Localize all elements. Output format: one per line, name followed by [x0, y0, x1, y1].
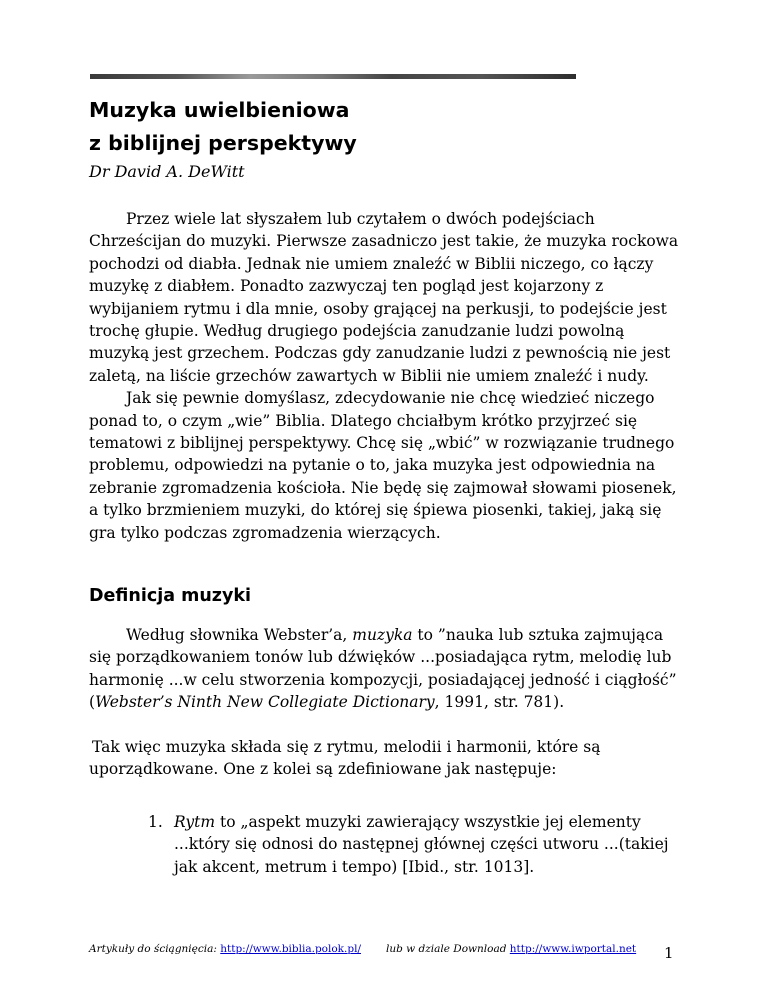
footer-download [386, 943, 636, 955]
definition-paragraph [89, 624, 689, 714]
list-item-number: 1. [148, 813, 163, 831]
footer-articles [89, 943, 361, 955]
author-name: Dr David A. DeWitt [89, 162, 245, 181]
definition-text [89, 624, 689, 714]
definition-quote: to ”nauka lub sztuka zajmująca się porządkowaniem tonów lub dźwięków ...posiadająca rytm, melodię lub harmonię ...w celu stworzenia kompozycji, posiadającej jedność i ciągłość” ( [89, 626, 677, 712]
list-item-term: Rytm [174, 813, 216, 831]
summary-paragraph [89, 736, 689, 781]
intro-paragraph-2: Jak się pewnie domyślasz, zdecydowanie nie chcę wiedzieć niczego ponad to, o czym „wie” Biblia. Dlatego chciałbym krótko przyjrzeć się tematowi z biblijnej perspektywy. Chcę się „wbić” w rozwiązanie trudnego problemu, odpowiedzi na pytanie o to, jaka muzyka jest odpowiednia na zebranie zgromadzenia kościoła. Nie będę się zajmował słowami piosenek, a tylko brzmieniem muzyki, do której się śpiewa piosenki, takiej, jaką się gra tylko podczas zgromadzenia wierzących. [89, 389, 677, 542]
definition-term: muzyka [352, 626, 413, 644]
document-title [89, 94, 689, 160]
footer-articles-label: Artykuły do ściągnięcia: [89, 943, 221, 955]
title-line-1: Muzyka uwielbieniowa [89, 98, 350, 122]
definition-list [148, 811, 688, 878]
page-number: 1 [664, 944, 674, 962]
section-heading-music-definition: Definicja muzyki [89, 586, 252, 606]
header-decorative-rule [90, 74, 576, 79]
footer-articles-link[interactable]: http://www.biblia.polok.pl/ [220, 943, 361, 955]
summary-text: Tak więc muzyka składa się z rytmu, melodii i harmonii, które są uporządkowane. One z kolei są zdefiniowane jak następuje: [89, 738, 601, 779]
list-item [148, 811, 688, 878]
definition-citation: , 1991, str. 781). [434, 693, 565, 712]
definition-source: Webster’s Ninth New Collegiate Dictionary [95, 693, 435, 712]
title-line-2: z biblijnej perspektywy [89, 131, 357, 155]
definition-intro: Według słownika Webster’a, [126, 626, 353, 644]
intro-paragraph-1: Przez wiele lat słyszałem lub czytałem o dwóch podejściach Chrześcijan do muzyki. Pierwsze zasadniczo jest takie, że muzyka rockowa pochodzi od diabła. Jednak nie umiem znaleźć w Biblii niczego, co łączy muzykę z diabłem. Ponadto zazwyczaj ten pogląd jest kojarzony z wybijaniem rytmu i dla mnie, osoby grającej na perkusji, to podejście jest trochę głupie. Według drugiego podejścia zanudzanie ludzi powolną muzyką jest grzechem. Podczas gdy zanudzanie ludzi z pewnością nie jest zaletą, na liście grzechów zawartych w Biblii nie umiem znaleźć i nudy. [89, 210, 679, 385]
footer-download-label: lub w dziale Download [386, 943, 510, 955]
list-item-text [174, 811, 688, 878]
intro-section [89, 208, 689, 544]
page-footer [89, 939, 689, 959]
list-item-description: to „aspekt muzyki zawierający wszystkie jej elementy ...który się odnosi do następnej głównej części utworu ...(takiej jak akcent, metrum i tempo) [Ibid., str. 1013]. [174, 813, 669, 876]
footer-download-link[interactable]: http://www.iwportal.net [509, 943, 637, 955]
